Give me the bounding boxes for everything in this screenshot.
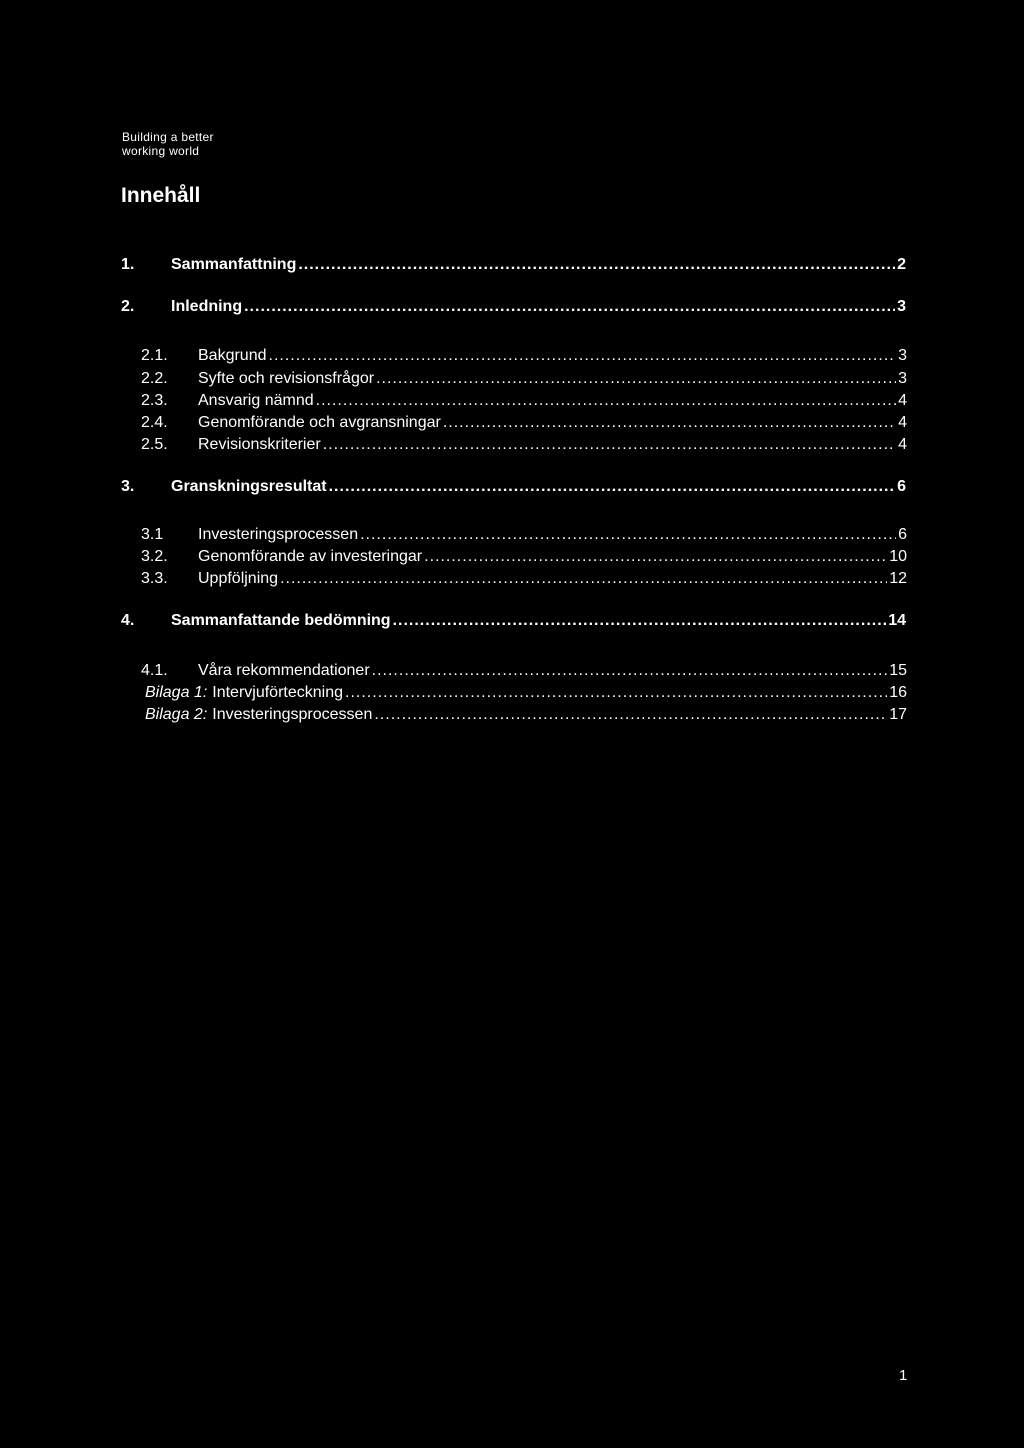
toc-entry-label: Revisionskriterier	[198, 436, 321, 453]
toc-entry-syfte[interactable]	[141, 368, 907, 389]
toc-entry-page: 12	[889, 570, 907, 587]
toc-entry-bakgrund[interactable]	[141, 345, 907, 366]
toc-entry-investeringsprocessen[interactable]	[141, 524, 907, 545]
toc-entry-page: 2	[897, 256, 906, 273]
toc-entry-page: 6	[897, 478, 906, 495]
toc-entry-page: 17	[889, 706, 907, 723]
toc-entry-granskningsresultat[interactable]	[121, 476, 906, 498]
page-number: 1	[899, 1367, 908, 1384]
toc-entry-page: 10	[889, 548, 907, 565]
toc-leader-dots	[323, 434, 896, 455]
toc-entry-number: 2.1.	[141, 347, 168, 364]
toc-leader-dots	[345, 682, 887, 703]
toc-entry-label: Investeringsprocessen	[198, 526, 359, 543]
toc-appendix-prefix: Bilaga 2:	[145, 706, 208, 723]
toc-entry-number: 3.3.	[141, 570, 168, 587]
toc-entry-label: Ansvarig nämnd	[198, 392, 314, 409]
toc-leader-dots	[280, 568, 887, 589]
toc-entry-label: Uppföljning	[198, 570, 279, 587]
toc-entry-number: 2.	[121, 298, 135, 315]
toc-entry-revisionskriterier[interactable]	[141, 434, 907, 455]
toc-entry-label: Inledning	[171, 298, 243, 315]
toc-entry-number: 2.5.	[141, 436, 168, 453]
toc-entry-label: Genomförande och avgransningar	[198, 414, 441, 431]
toc-leader-dots	[372, 660, 888, 681]
toc-entry-uppfoljning[interactable]	[141, 568, 907, 589]
ey-tagline	[122, 130, 214, 158]
toc-entry-label: Sammanfattande bedömning	[171, 612, 391, 629]
toc-leader-dots	[316, 390, 896, 411]
toc-leader-dots	[244, 296, 895, 318]
toc-entry-number: 1.	[121, 256, 135, 273]
toc-entry-page: 4	[898, 414, 907, 431]
toc-entry-label: Våra rekommendationer	[198, 662, 370, 679]
toc-entry-number: 4.	[121, 612, 135, 629]
toc-entry-label: Bakgrund	[198, 347, 267, 364]
toc-entry-vara-rekommendationer[interactable]	[141, 660, 907, 681]
toc-entry-number: 3.1	[141, 526, 164, 543]
toc-leader-dots	[424, 546, 887, 567]
toc-leader-dots	[360, 524, 896, 545]
toc-entry-page: 4	[898, 436, 907, 453]
toc-leader-dots	[298, 254, 895, 276]
toc-entry-page: 3	[898, 347, 907, 364]
toc-entry-page: 14	[888, 612, 906, 629]
toc-entry-number: 3.2.	[141, 548, 168, 565]
toc-entry-number: 2.2.	[141, 370, 168, 387]
toc-leader-dots	[393, 610, 887, 632]
toc-entry-sammanfattning[interactable]	[121, 254, 906, 276]
toc-leader-dots	[443, 412, 896, 433]
tagline-line-1: Building a better	[122, 130, 214, 144]
toc-entry-number: 2.3.	[141, 392, 168, 409]
toc-entry-page: 4	[898, 392, 907, 409]
toc-entry-label: Genomförande av investeringar	[198, 548, 423, 565]
tagline-line-2: working world	[122, 144, 200, 158]
toc-entry-page: 3	[898, 370, 907, 387]
toc-entry-page: 3	[897, 298, 906, 315]
toc-entry-bilaga-1[interactable]	[145, 682, 907, 703]
toc-entry-label: Granskningsresultat	[171, 478, 327, 495]
toc-entry-page: 6	[898, 526, 907, 543]
toc-entry-ansvarig-namnd[interactable]	[141, 390, 907, 411]
toc-entry-number: 4.1.	[141, 662, 168, 679]
toc-entry-label: Investeringsprocessen	[212, 706, 373, 723]
toc-entry-number: 3.	[121, 478, 135, 495]
toc-entry-sammanfattande-bedomning[interactable]	[121, 610, 906, 632]
toc-appendix-prefix: Bilaga 1:	[145, 684, 208, 701]
toc-entry-label: Syfte och revisionsfrågor	[198, 370, 375, 387]
toc-entry-genomforande-avgransningar[interactable]	[141, 412, 907, 433]
toc-entry-label: Intervjuförteckning	[212, 684, 343, 701]
toc-leader-dots	[376, 368, 896, 389]
toc-leader-dots	[329, 476, 895, 498]
toc-entry-bilaga-2[interactable]	[145, 704, 907, 725]
toc-leader-dots	[374, 704, 887, 725]
page-title: Innehåll	[121, 184, 201, 207]
toc-entry-page: 15	[889, 662, 907, 679]
toc-entry-label: Sammanfattning	[171, 256, 297, 273]
toc-entry-genomforande-investeringar[interactable]	[141, 546, 907, 567]
toc-entry-page: 16	[889, 684, 907, 701]
toc-leader-dots	[269, 345, 897, 366]
toc-entry-number: 2.4.	[141, 414, 168, 431]
toc-entry-inledning[interactable]	[121, 296, 906, 318]
